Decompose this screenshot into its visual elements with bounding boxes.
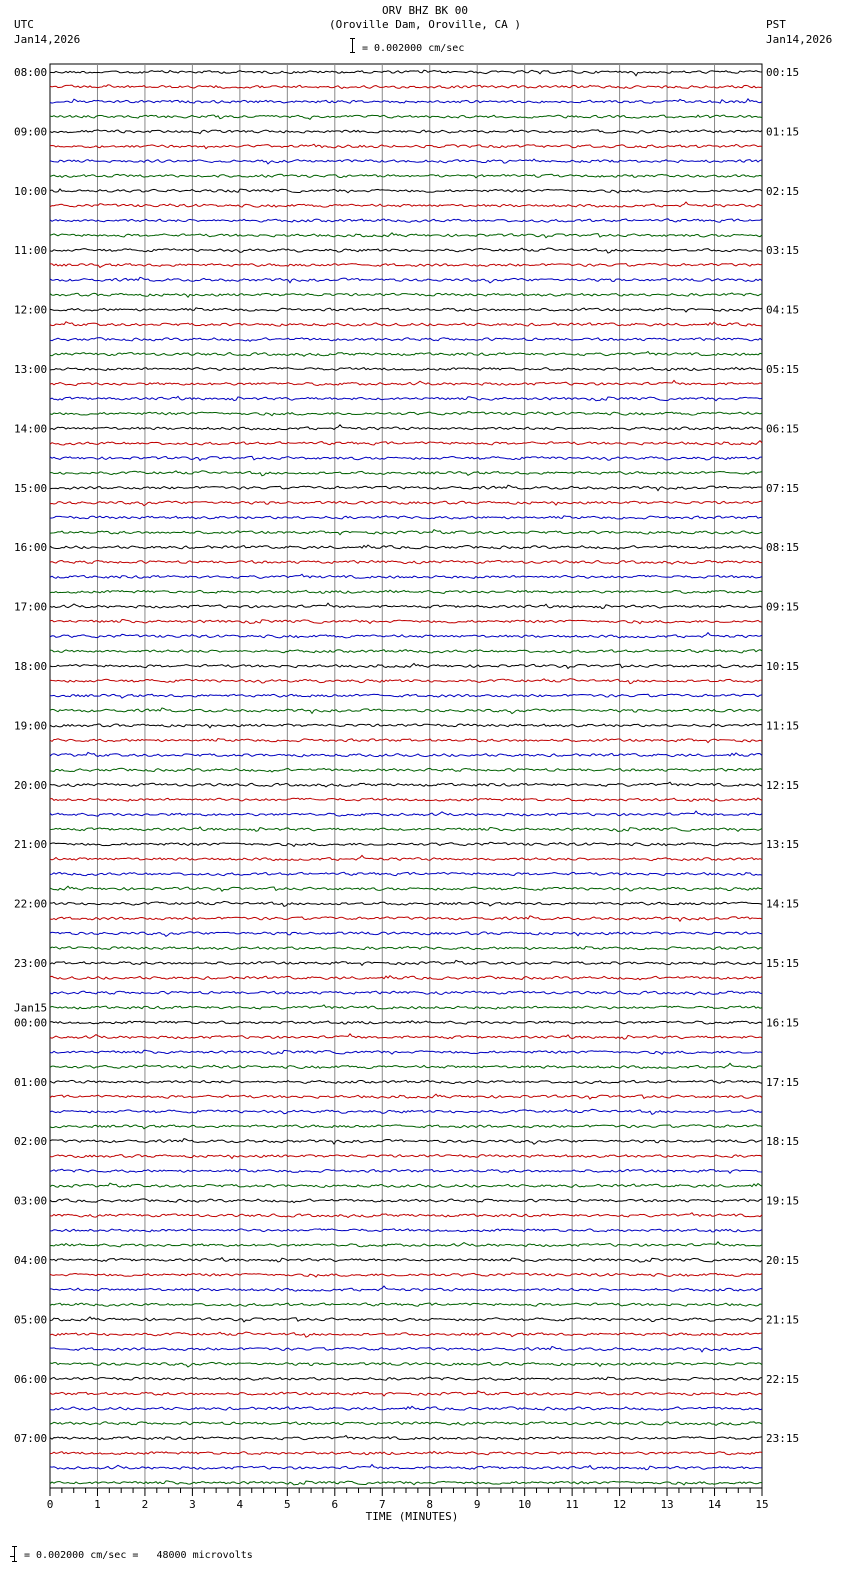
left-timezone: UTC	[14, 18, 34, 31]
utc-hour-label: 09:00	[14, 125, 48, 139]
pst-hour-label: 22:15	[766, 1372, 800, 1386]
seismic-trace	[50, 694, 762, 698]
utc-hour-label: 08:00	[14, 66, 48, 79]
seismic-trace	[50, 991, 762, 995]
x-tick-label: 8	[426, 1498, 434, 1511]
seismic-trace	[50, 485, 762, 490]
seismic-trace	[50, 1139, 762, 1145]
pst-hour-label: 21:15	[766, 1313, 800, 1327]
utc-hour-label: 19:00	[14, 719, 48, 733]
scale-label: = 0.002000 cm/sec	[362, 43, 465, 54]
seismic-trace	[50, 516, 762, 519]
seismic-trace	[50, 322, 762, 326]
pst-hour-label: 11:15	[766, 719, 800, 733]
seismic-trace	[50, 1303, 762, 1306]
footer-scale-label: = 0.002000 cm/sec = 48000 microvolts	[24, 1550, 253, 1561]
x-tick-label: 10	[518, 1498, 532, 1511]
utc-hour-label: 12:00	[14, 303, 48, 317]
seismic-trace	[50, 530, 762, 535]
x-axis-title: TIME (MINUTES)	[365, 1510, 459, 1523]
utc-hour-label: 00:00	[14, 1016, 48, 1030]
seismic-trace	[50, 293, 762, 297]
x-tick-label: 1	[94, 1498, 101, 1511]
x-tick-label: 6	[331, 1498, 339, 1511]
pst-hour-label: 03:15	[766, 244, 800, 258]
seismic-trace	[50, 1258, 762, 1262]
seismic-trace	[50, 263, 762, 267]
pst-hour-label: 18:15	[766, 1135, 800, 1149]
seismic-trace	[50, 144, 762, 148]
right-date: Jan14,2026	[766, 33, 833, 46]
pst-hour-label: 00:15	[766, 66, 800, 79]
pst-hour-label: 23:15	[766, 1432, 800, 1446]
pst-hour-label: 12:15	[766, 778, 800, 792]
seismic-trace	[50, 1021, 762, 1024]
utc-hour-label: 16:00	[14, 541, 48, 555]
seismic-trace	[50, 1377, 762, 1380]
seismic-trace	[50, 1286, 762, 1291]
station-title: ORV BHZ BK 00	[381, 4, 469, 17]
pst-hour-label: 07:15	[766, 481, 800, 495]
seismic-trace	[50, 1063, 762, 1068]
seismic-trace	[50, 1242, 762, 1247]
seismic-trace	[50, 85, 762, 89]
seismic-trace	[50, 1465, 762, 1470]
seismic-trace	[50, 1080, 762, 1083]
seismic-trace	[50, 1213, 762, 1218]
seismic-trace	[50, 1332, 762, 1337]
footer-scale-bar-icon	[10, 1546, 18, 1562]
seismic-trace	[50, 1273, 762, 1277]
x-tick-label: 3	[189, 1498, 196, 1511]
seismic-trace	[50, 1050, 762, 1054]
pst-hour-label: 16:15	[766, 1016, 800, 1030]
utc-hour-label: 04:00	[14, 1254, 48, 1267]
seismic-trace	[50, 425, 762, 430]
seismic-trace	[50, 855, 762, 860]
seismic-trace	[50, 603, 762, 608]
seismic-trace	[50, 352, 762, 357]
x-tick-label: 13	[660, 1498, 674, 1511]
seismic-trace	[50, 872, 762, 875]
seismic-trace	[50, 782, 762, 787]
seismic-trace	[50, 202, 762, 207]
seismic-trace	[50, 724, 762, 728]
seismic-trace	[50, 1406, 762, 1410]
seismic-trace	[50, 1155, 762, 1159]
x-tick-label: 11	[565, 1498, 579, 1511]
seismic-trace	[50, 560, 762, 564]
x-tick-label: 2	[141, 1498, 149, 1511]
seismic-trace	[50, 663, 762, 668]
seismic-trace	[50, 1199, 762, 1203]
utc-hour-label: 18:00	[14, 660, 48, 673]
station-location: (Oroville Dam, Oroville, CA )	[328, 18, 522, 31]
pst-hour-label: 15:15	[766, 957, 800, 970]
seismic-trace	[50, 130, 762, 134]
seismic-trace	[50, 946, 762, 949]
utc-hour-label: 23:00	[14, 957, 48, 970]
seismic-trace	[50, 679, 762, 684]
seismic-trace	[50, 916, 762, 921]
seismic-trace	[50, 590, 762, 593]
utc-hour-label: 01:00	[14, 1075, 48, 1089]
seismic-trace	[50, 70, 762, 75]
seismic-trace	[50, 412, 762, 416]
date-change-label: Jan15	[14, 1001, 48, 1015]
seismic-trace	[50, 308, 762, 312]
pst-hour-label: 13:15	[766, 838, 800, 852]
utc-hour-label: 20:00	[14, 778, 48, 792]
pst-hour-label: 02:15	[766, 184, 800, 198]
seismic-trace	[50, 338, 762, 342]
utc-hour-label: 11:00	[14, 244, 48, 258]
x-tick-label: 12	[612, 1498, 627, 1511]
seismic-trace	[50, 976, 762, 980]
right-timezone: PST	[766, 18, 786, 31]
seismic-trace	[50, 768, 762, 772]
seismic-trace	[50, 99, 762, 103]
x-tick-label: 4	[236, 1498, 244, 1511]
utc-hour-label: 03:00	[14, 1194, 48, 1208]
seismic-trace	[50, 115, 762, 119]
seismic-trace	[50, 620, 762, 624]
seismic-trace	[50, 189, 762, 193]
seismic-trace	[50, 1451, 762, 1454]
pst-hour-label: 20:15	[766, 1254, 800, 1267]
utc-hour-label: 15:00	[14, 481, 48, 495]
utc-hour-label: 13:00	[14, 363, 48, 376]
seismic-trace	[50, 471, 762, 476]
seismic-trace	[50, 932, 762, 937]
seismic-trace	[50, 1169, 762, 1173]
seismic-trace	[50, 1481, 762, 1485]
x-tick-label: 0	[46, 1498, 54, 1511]
seismic-trace	[50, 380, 762, 385]
seismic-trace	[50, 441, 762, 445]
seismic-trace	[50, 752, 762, 756]
utc-hour-label: 17:00	[14, 600, 48, 614]
seismic-trace	[50, 219, 762, 222]
seismic-trace	[50, 811, 762, 816]
utc-hour-label: 07:00	[14, 1432, 48, 1446]
seismic-trace	[50, 1034, 762, 1039]
seismic-trace	[50, 574, 762, 578]
seismic-trace	[50, 649, 762, 652]
seismic-trace	[50, 1347, 762, 1352]
pst-hour-label: 01:15	[766, 125, 800, 139]
seismic-trace	[50, 1005, 762, 1009]
pst-hour-label: 17:15	[766, 1075, 800, 1089]
pst-hour-label: 14:15	[766, 897, 800, 911]
seismic-trace	[50, 901, 762, 906]
pst-hour-label: 08:15	[766, 541, 800, 555]
seismic-trace	[50, 233, 762, 238]
seismic-trace	[50, 842, 762, 846]
seismic-trace	[50, 1317, 762, 1322]
pst-hour-label: 10:15	[766, 660, 800, 673]
x-tick-label: 7	[378, 1498, 386, 1511]
left-date: Jan14,2026	[14, 33, 81, 46]
seismic-trace	[50, 174, 762, 178]
pst-hour-label: 19:15	[766, 1194, 800, 1208]
seismic-trace	[50, 1109, 762, 1114]
seismic-trace	[50, 708, 762, 714]
pst-hour-label: 05:15	[766, 363, 800, 376]
seismic-trace	[50, 396, 762, 400]
seismic-trace	[50, 1422, 762, 1426]
seismic-trace	[50, 1391, 762, 1396]
seismic-trace	[50, 1183, 762, 1187]
utc-hour-label: 14:00	[14, 422, 48, 436]
seismic-trace	[50, 1362, 762, 1367]
seismic-trace	[50, 277, 762, 283]
seismic-trace	[50, 886, 762, 891]
pst-hour-label: 04:15	[766, 303, 800, 317]
seismic-trace	[50, 501, 762, 506]
pst-hour-label: 09:15	[766, 600, 800, 614]
seismic-trace	[50, 367, 762, 370]
seismic-trace	[50, 1436, 762, 1440]
x-tick-label: 14	[707, 1498, 722, 1511]
seismic-trace	[50, 1229, 762, 1232]
x-tick-label: 15	[755, 1498, 769, 1511]
seismic-trace	[50, 798, 762, 801]
utc-hour-label: 06:00	[14, 1372, 48, 1386]
utc-hour-label: 05:00	[14, 1313, 48, 1327]
seismic-trace	[50, 739, 762, 743]
utc-hour-label: 22:00	[14, 897, 48, 911]
seismic-trace	[50, 545, 762, 549]
x-tick-label: 9	[473, 1498, 481, 1511]
seismic-trace	[50, 456, 762, 460]
seismic-trace	[50, 1125, 762, 1129]
seismic-trace	[50, 1094, 762, 1099]
x-tick-label: 5	[284, 1498, 291, 1511]
seismic-trace	[50, 960, 762, 965]
seismic-trace	[50, 633, 762, 638]
seismic-trace	[50, 248, 762, 253]
utc-hour-label: 02:00	[14, 1135, 48, 1149]
seismic-trace	[50, 159, 762, 164]
seismic-trace	[50, 827, 762, 831]
pst-hour-label: 06:15	[766, 422, 800, 436]
utc-hour-label: 21:00	[14, 838, 48, 852]
utc-hour-label: 10:00	[14, 184, 48, 198]
